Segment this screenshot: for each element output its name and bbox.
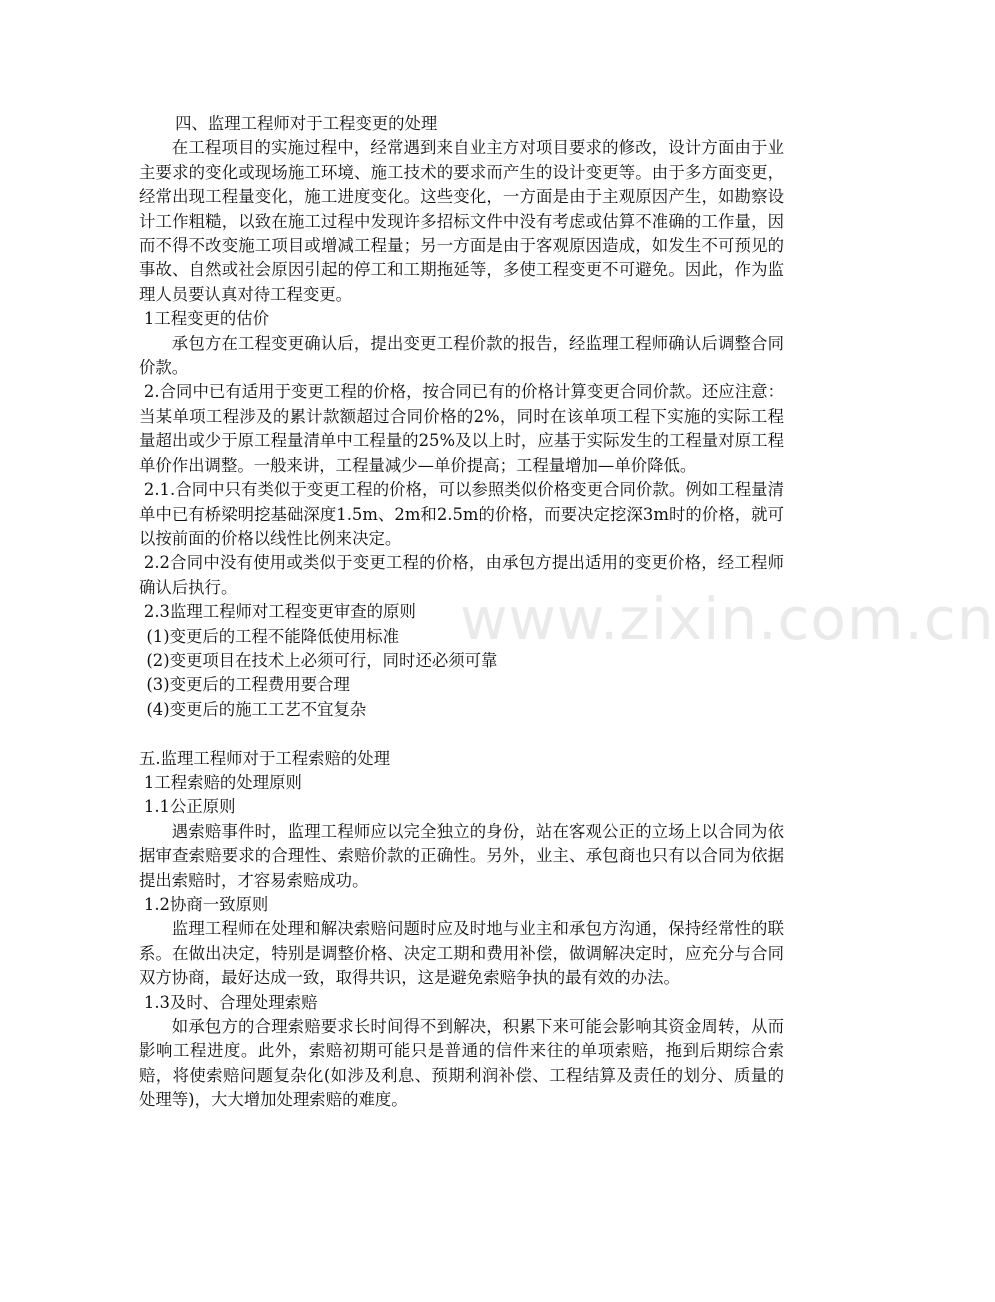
subsection-2-1-text: 2.1.合同中只有类似于变更工程的价格，可以参照类似价格变更合同价款。例如工程量清单中已有桥梁明挖基础深度1.5m、2m和2.5m的价格，而要决定挖深3m时的价格，就可以按前面的价格以线性比例来决定。: [139, 480, 784, 548]
subsection-1-title: 1工程变更的估价: [143, 309, 270, 329]
section-5-heading: 五.监理工程师对于工程索赔的处理: [139, 748, 391, 768]
section-5-subsection-1-1-title: 1.1公正原则: [143, 797, 236, 817]
section-5-subsection-1-3-text: 如承包方的合理索赔要求长时间得不到解决，积累下来可能会影响其资金周转，从而影响工程进度。此外，索赔初期可能只是普通的信件来往的单项索赔，拖到后期综合索赔，将使索赔问题复杂化(如涉及利息、预期利润补偿、工程结算及责任的划分、质量的处理等)，大大增加处理索赔的难度。: [139, 1017, 784, 1110]
principle-item: (4)变更后的施工工艺不宜复杂: [146, 699, 367, 719]
subsection-1-text: 承包方在工程变更确认后，提出变更工程价款的报告，经监理工程师确认后调整合同价款。: [139, 333, 784, 378]
section-5-subsection-1-3-title: 1.3及时、合理处理索赔: [143, 992, 318, 1012]
section-5-subsection-1-title: 1工程索赔的处理原则: [143, 772, 302, 792]
section-spacer: [139, 722, 784, 746]
section-5-subsection-1-2-text: 监理工程师在处理和解决索赔问题时应及时地与业主和承包方沟通，保持经常性的联系。在做出决定，特别是调整价格、决定工期和费用补偿，做调解决定时，应充分与合同双方协商，最好达成一致，取得共识，这是避免索赔争执的最有效的办法。: [139, 919, 784, 988]
principle-item: (1)变更后的工程不能降低使用标准: [146, 626, 400, 646]
section-4-heading: 四、监理工程师对于工程变更的处理: [175, 114, 438, 133]
subsection-2-text: 2.合同中已有适用于变更工程的价格，按合同已有的价格计算变更合同价款。还应注意：当某单项工程涉及的累计款额超过合同价格的2%，同时在该单项工程下实施的实际工程量超出或少于原工程量清单中工程量的25%及以上时，应基于实际发生的工程量对原工程单价作出调整。一般来讲，工程量减少—单价提高；工程量增加—单价降低。: [139, 382, 784, 475]
principle-item: (2)变更项目在技术上必须可行，同时还必须可靠: [146, 650, 498, 670]
document-body: [139, 112, 784, 1113]
section-5-subsection-1-2-title: 1.2协商一致原则: [143, 894, 269, 914]
section-4-intro: 在工程项目的实施过程中，经常遇到来自业主方对项目要求的修改，设计方面由于业主要求的变化或现场施工环境、施工技术的要求而产生的设计变更等。由于多方面变更，经常出现工程量变化，施工进度变化。这些变化，一方面是由于主观原因产生，如勘察设计工作粗糙，以致在施工过程中发现许多招标文件中没有考虑或估算不准确的工作量，因而不得不改变施工项目或增减工程量；另一方面是由于客观原因造成，如发生不可预见的事故、自然或社会原因引起的停工和工期拖延等，多使工程变更不可避免。因此，作为监理人员要认真对待工程变更。: [139, 138, 784, 304]
section-5-subsection-1-1-text: 遇索赔事件时，监理工程师应以完全独立的身份，站在客观公正的立场上以合同为依据审查索赔要求的合理性、索赔价款的正确性。另外，业主、承包商也只有以合同为依据提出索赔时，才容易索赔成功。: [139, 821, 784, 890]
principle-item: (3)变更后的工程费用要合理: [146, 675, 350, 695]
watermark: www.zixin.com.cn: [460, 585, 995, 653]
subsection-2-2-text: 2.2合同中没有使用或类似于变更工程的价格，由承包方提出适用的变更价格，经工程师确认后执行。: [139, 553, 784, 597]
subsection-2-3-title: 2.3监理工程师对工程变更审查的原则: [143, 602, 416, 622]
